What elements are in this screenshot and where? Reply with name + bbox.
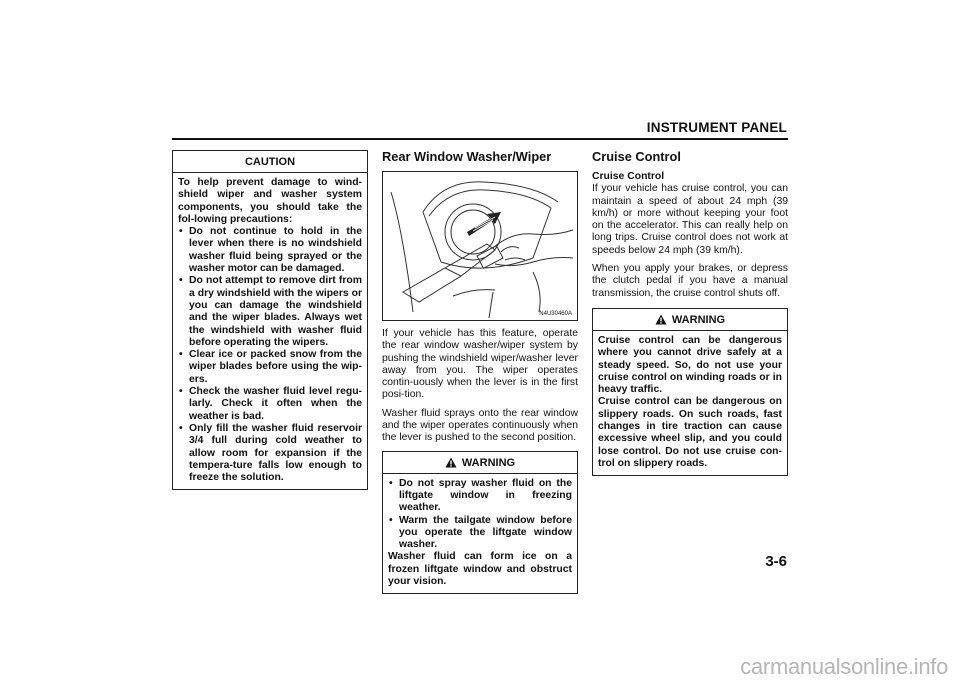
warning-heading-text: WARNING bbox=[671, 313, 726, 326]
rear-wiper-paragraph: Washer fluid sprays onto the rear window and the wiper operates continuously when the lever is pushed to the second position. bbox=[382, 407, 578, 444]
right-column bbox=[592, 150, 788, 476]
caution-item: • Clear ice or packed snow from the wiper blades before using the wip-ers. bbox=[178, 349, 362, 386]
cruise-warning-text: Cruise control can be dangerous on slippery roads. On such roads, fast changes in tire traction can cause excessive wheel slip, and you could lose control. Do not use cruise con-trol on slippery roads. bbox=[598, 396, 782, 469]
caution-intro: To help prevent damage to wind-shield wiper and washer system components, you should take the fol-lowing precautions: bbox=[178, 177, 362, 225]
warning-list bbox=[388, 478, 572, 552]
wiper-lever-illustration bbox=[382, 171, 578, 321]
header-divider bbox=[172, 138, 788, 140]
warning-item: • Warm the tailgate window before you operate the liftgate window washer. bbox=[388, 515, 572, 552]
left-column bbox=[172, 150, 368, 490]
warning-heading bbox=[383, 452, 577, 474]
caution-item: • Check the washer fluid level regu-larly. Check it often when the weather is bad. bbox=[178, 386, 362, 423]
caution-item: • Do not attempt to remove dirt from a dry windshield with the wipers or you can damage the windshield and the wiper blades. Always wet the windshield with washer fluid before operating the wipers. bbox=[178, 275, 362, 349]
caution-heading bbox=[173, 151, 367, 173]
wiper-lever-drawing bbox=[383, 172, 577, 320]
caution-box bbox=[172, 150, 368, 490]
cruise-paragraph: When you apply your brakes, or depress the clutch pedal if you have a manual transmission, the cruise control shuts off. bbox=[592, 263, 788, 299]
rear-wiper-title: Rear Window Washer/Wiper bbox=[382, 149, 552, 164]
warning-heading bbox=[593, 309, 787, 331]
caution-body bbox=[173, 173, 367, 489]
page-header-title: INSTRUMENT PANEL bbox=[646, 120, 787, 135]
warning-item: • Do not spray washer fluid on the liftgate window in freezing weather. bbox=[388, 478, 572, 515]
rear-wiper-warning-box bbox=[382, 451, 578, 595]
warning-heading-text: WARNING bbox=[461, 456, 516, 469]
cruise-warning-box bbox=[592, 308, 788, 476]
middle-column bbox=[382, 150, 578, 594]
figure-id-label: N4U30460A bbox=[539, 311, 572, 317]
caution-item: • Do not continue to hold in the lever when there is no windshield washer fluid being sprayed or the washer motor can be damaged. bbox=[178, 226, 362, 275]
watermark-text: carmanualsonline.info bbox=[740, 654, 948, 679]
cruise-title: Cruise Control bbox=[592, 149, 681, 164]
cruise-paragraph: If your vehicle has cruise control, you can maintain a speed of about 24 mph (39 km/h) or more without keeping your foot on the accelerator. This can really help on long trips. Cruise control does not work at speeds below 24 mph (39 km/h). bbox=[592, 183, 788, 256]
caution-heading-text: CAUTION bbox=[244, 156, 296, 168]
warning-closing: Washer fluid can form ice on a frozen liftgate window and obstruct your vision. bbox=[388, 551, 572, 588]
caution-list bbox=[178, 226, 362, 484]
warning-body bbox=[383, 474, 577, 594]
cruise-warning-text: Cruise control can be dangerous where you cannot drive safely at a steady speed. So, do not use your cruise control on winding roads or in heavy traffic. bbox=[598, 334, 782, 396]
page-number: 3-6 bbox=[765, 553, 787, 570]
rear-wiper-paragraph: If your vehicle has this feature, operate the rear window washer/wiper system by pushing the windshield wiper/washer lever away from you. The wiper operates contin-uously when the lever is in the first posi-tion. bbox=[382, 328, 578, 401]
warning-triangle-icon bbox=[655, 314, 667, 325]
caution-item: • Only fill the washer fluid reservoir 3/4 full during cold weather to allow room for expansion if the tempera-ture falls low enough to freeze the solution. bbox=[178, 423, 362, 484]
warning-body bbox=[593, 331, 787, 475]
warning-triangle-icon bbox=[445, 457, 457, 468]
cruise-subtitle: Cruise Control bbox=[592, 171, 665, 182]
